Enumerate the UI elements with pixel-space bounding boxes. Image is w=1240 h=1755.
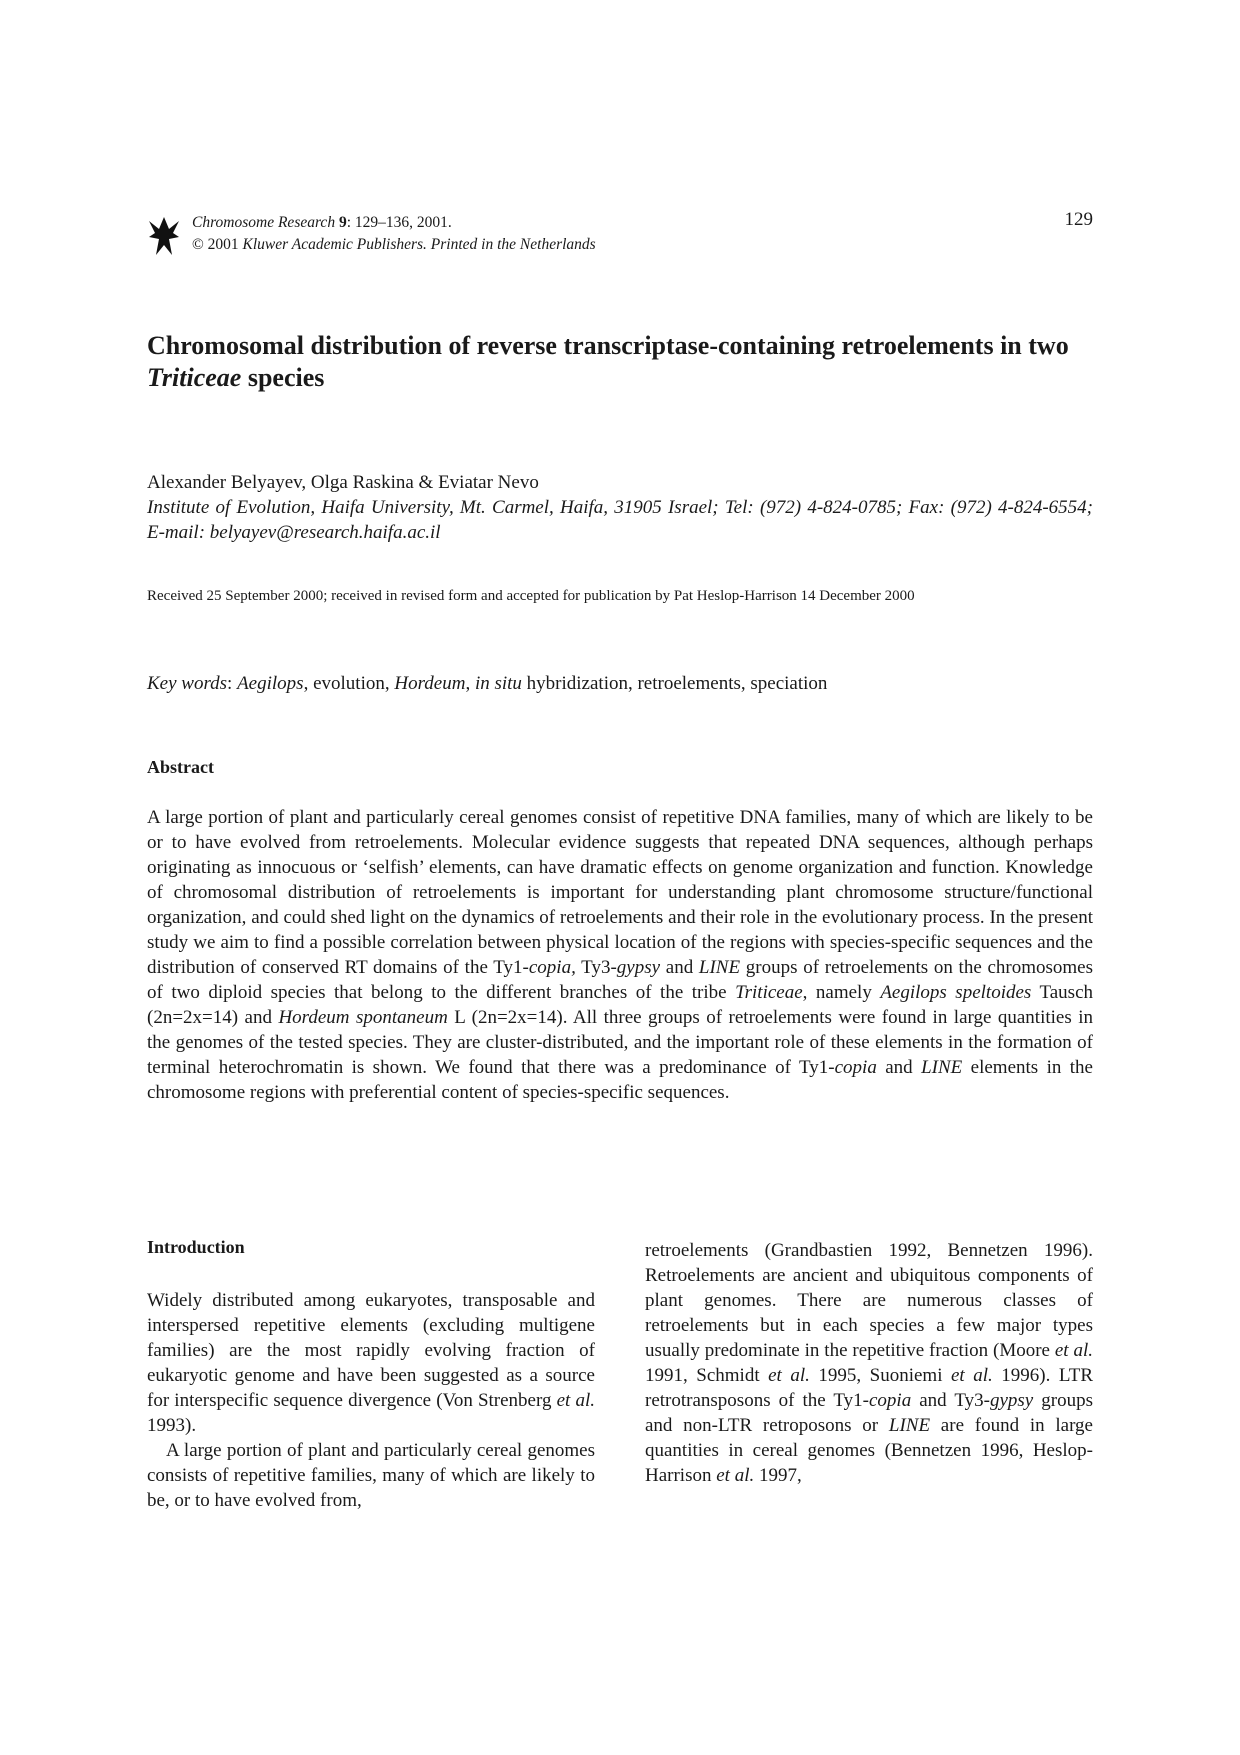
received-note: Received 25 September 2000; received in revised form and accepted for publication by Pat Heslop-Harrison 14 December 2000 [147,588,915,604]
intro-italic: LINE [888,1415,931,1436]
publisher-logo-icon [147,215,181,257]
title-text-end: species [241,363,325,392]
intro-text: Widely distributed among eukaryotes, transposable and interspersed repetitive elements (excluding multigene families) are the most rapidly evolving fraction of eukaryotic genome and have been suggested as a source for interspecific sequence divergence (Von Strenberg [147,1290,595,1411]
journal-name: Chromosome Research [192,214,336,231]
keyword: Aegilops [237,673,304,694]
abstract-italic: LINE [921,1057,963,1078]
page-number: 129 [1064,209,1093,230]
abstract-italic: copia, [528,957,576,978]
journal-citation [192,212,596,256]
intro-paragraph-1 [147,1288,595,1438]
keyword: , evolution, [303,673,395,694]
publisher-line: Kluwer Academic Publishers. Printed in the Netherlands [242,236,596,253]
abstract-text: , namely [802,982,881,1003]
intro-text: 1993). [147,1415,197,1436]
abstract-italic: Triticeae [735,982,803,1003]
title-italic: Triticeae [147,363,242,392]
intro-text: 1991, Schmidt [645,1365,769,1386]
title-text: Chromosomal distribution of reverse transcriptase-containing retroelements in two [147,331,1069,360]
abstract-text: L (2n=2x=14). All three groups of retroelements were found in large quantities in the genomes of the tested species. They are cluster-distributed, and the important role of these elements in the formation of terminal heterochromatin is shown. We found that there was a predominance of Ty1- [147,1007,1093,1078]
intro-italic: et al. [768,1365,810,1386]
intro-text: 1997, [754,1465,802,1486]
abstract-text: Ty3- [575,957,617,978]
abstract-italic: Hordeum spontaneum [278,1007,448,1028]
intro-text: 1995, Suoniemi [809,1365,951,1386]
introduction-right-column [645,1238,1093,1488]
intro-italic: copia [868,1390,912,1411]
keywords [147,673,827,695]
intro-italic: et al. [716,1465,755,1486]
copyright-year: 2001 [207,236,239,253]
abstract-italic: Aegilops speltoides [880,982,1032,1003]
abstract-heading: Abstract [147,757,214,777]
journal-volume: 9 [338,214,347,231]
introduction-left-column [147,1288,595,1513]
intro-text: 1996). LTR retrotransposons of the Ty1- [645,1365,1094,1411]
intro-italic: et al. [1054,1340,1094,1361]
keywords-colon: : [227,673,238,694]
abstract-text: groups of retroelements on the chromosomes of two diploid species that belong to the different branches of the tribe [147,957,1093,1003]
intro-italic: gypsy [989,1390,1034,1411]
intro-italic: et al. [951,1365,993,1386]
keyword-sep: , [465,673,475,694]
introduction-heading: Introduction [147,1237,245,1257]
keyword: Hordeum [394,673,466,694]
keyword: in situ [474,673,522,694]
intro-text: are found in large quantities in cereal genomes (Bennetzen 1996, Heslop-Harrison [645,1415,1093,1486]
abstract-text: and [876,1057,922,1078]
keyword: hybridization, retroelements, speciation [521,673,828,694]
abstract-text: A large portion of plant and particularly cereal genomes consist of repetitive DNA families, many of which are likely to be or to have evolved from retroelements. Molecular evidence suggests that repeated DNA sequences, although perhaps originating as innocuous or ‘selfish’ elements, can have dramatic effects on genome organization and function. Knowledge of chromosomal distribution of retroelements is important for understanding plant chromosome structure/functional organization, and could shed light on the dynamics of retroelements and their role in the evolutionary process. In the present study we aim to find a possible correlation between physical location of the regions with species-specific sequences and the distribution of conserved RT domains of the Ty1- [147,807,1093,978]
abstract-italic: copia [834,1057,877,1078]
keywords-label: Key words [147,673,228,694]
author-list: Alexander Belyayev, Olga Raskina & Eviatar Nevo [147,472,539,493]
intro-paragraph-2: A large portion of plant and particularly cereal genomes consists of repetitive families, many of which are likely to be, or to have evolved from, [147,1440,595,1511]
intro-text: retroelements (Grandbastien 1992, Bennetzen 1996). Retroelements are ancient and ubiquitous components of plant genomes. There are numerous classes of retroelements but in each species a few major types usually predominate in the repetitive fraction (Moore [645,1240,1093,1361]
abstract-italic: LINE [698,957,741,978]
affiliation: Institute of Evolution, Haifa University, Mt. Carmel, Haifa, 31905 Israel; Tel: (972) 4-824-0785; Fax: (972) 4-824-6554; E-mail: belyayev@research.haifa.ac.il [147,497,1093,543]
intro-text: groups and non-LTR retroposons or [645,1390,1093,1436]
abstract-text: and [660,957,699,978]
abstract-body [147,805,1093,1105]
abstract-text: elements in the chromosome regions with preferential content of species-specific sequences. [147,1057,1093,1103]
journal-pages: : 129–136, 2001. [346,214,452,231]
intro-text: and Ty3- [911,1390,990,1411]
abstract-text: Tausch (2n=2x=14) and [147,982,1094,1028]
abstract-italic: gypsy [616,957,661,978]
copyright-symbol: © [192,236,204,253]
intro-italic: et al. [556,1390,596,1411]
paper-title [147,330,1093,394]
